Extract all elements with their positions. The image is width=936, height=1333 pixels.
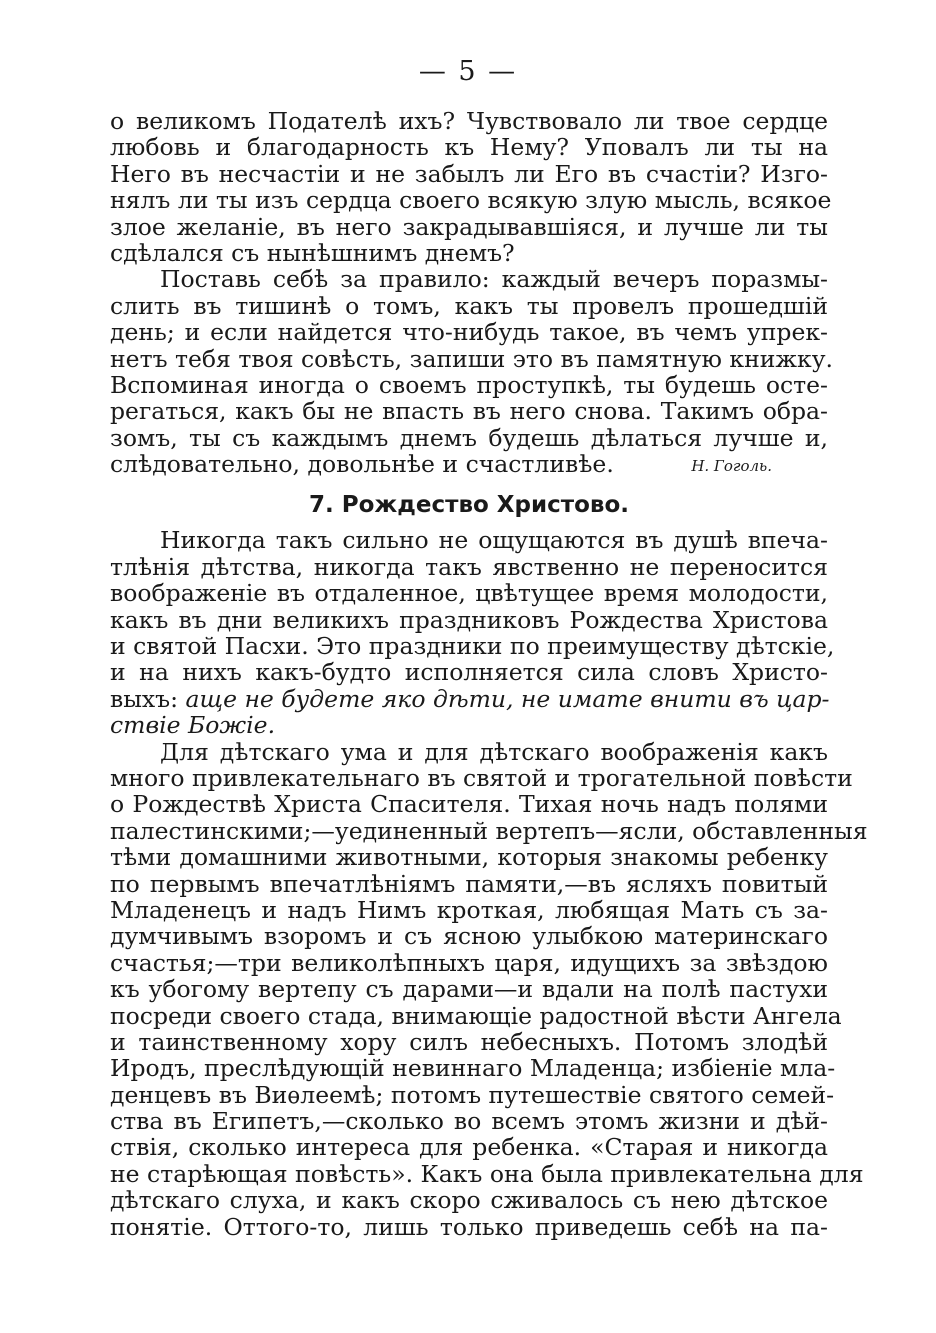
text-line: сдѣлался съ нынѣшнимъ днемъ?	[110, 238, 515, 267]
section-heading: 7. Рождество Христово.	[309, 492, 629, 519]
text-line: не старѣющая повѣсть». Какъ она была привлекательна для	[110, 1159, 864, 1188]
text-line: Него въ несчастіи и не забылъ ли Его въ счастіи? Изго-	[110, 159, 828, 188]
text-line-with-signature	[110, 451, 828, 477]
text-line: зомъ, ты съ каждымъ днемъ будешь дѣлаться лучше и,	[110, 423, 828, 452]
text-line: день; и если найдется что-нибудь такое, въ чемъ упрек-	[110, 318, 828, 347]
text-line: денцевъ въ Виѳлеемѣ; потомъ путешествіе святого семей-	[110, 1080, 835, 1109]
text-line: и на нихъ какъ-будто исполняется сила словъ Христо-	[110, 658, 828, 687]
text-line: Вспоминая иногда о своемъ проступкѣ, ты будешь осте-	[110, 370, 828, 399]
paragraph-4	[110, 737, 868, 1241]
text-line: тлѣнія дѣтства, никогда такъ явственно не переносится	[110, 552, 828, 581]
page-number: — 5 —	[418, 56, 518, 87]
text-line: любовь и благодарность къ Нему? Уповалъ ли ты на	[110, 133, 828, 162]
text-line: понятіе. Оттого-то, лишь только приведешь себѣ на па-	[110, 1212, 828, 1241]
text-line: воображеніе въ отдаленное, цвѣтущее время молодости,	[110, 579, 828, 608]
text-line: Для дѣтскаго ума и для дѣтскаго воображенія какъ	[160, 737, 828, 766]
text-line: слѣдовательно, довольнѣе и счастливѣе.	[110, 450, 614, 479]
text-line: Иродъ, преслѣдующій невиннаго Младенца; избіеніе мла-	[110, 1054, 836, 1083]
scripture-quote-end: ствіе Божіе.	[110, 711, 276, 740]
text-line: много привлекательнаго въ святой и трогательной повѣсти	[110, 763, 853, 792]
text-line: ствія, сколько интереса для ребенка. «Старая и никогда	[110, 1133, 828, 1162]
text-line: тѣми домашними животными, которыя знакомы ребенку	[110, 843, 828, 872]
author-signature: Н. Гоголь.	[691, 457, 772, 476]
text-fragment: выхъ:	[110, 684, 186, 713]
page-text	[110, 107, 868, 1241]
text-line: счастья;—три великолѣпныхъ царя, идущихъ за звѣздою	[110, 948, 828, 977]
text-line: какъ въ дни великихъ праздниковъ Рождества Христова	[110, 605, 828, 634]
text-line: регаться, какъ бы не впасть въ него снова. Такимъ обра-	[110, 397, 828, 426]
text-line: злое желаніе, въ него закрадывавшіяся, и лучше ли ты	[110, 212, 828, 241]
scripture-quote: аще не будете яко дѣти, не имате внити въ цар-	[185, 684, 830, 713]
paragraph-3	[110, 526, 835, 740]
text-line: о великомъ Подателѣ ихъ? Чувствовало ли твое сердце	[110, 107, 828, 135]
text-line: слить въ тишинѣ о томъ, какъ ты провелъ прошедшій	[110, 291, 828, 320]
text-line: Младенецъ и надъ Нимъ кроткая, любящая Мать съ за-	[110, 895, 828, 924]
text-line: и святой Пасхи. Это праздники по преимуществу дѣтскіе,	[110, 632, 835, 661]
text-line: о Рождествѣ Христа Спасителя. Тихая ночь надъ полями	[110, 790, 828, 819]
text-line: Никогда такъ сильно не ощущаются въ душѣ впеча-	[160, 526, 828, 555]
text-line: посреди своего стада, внимающіе радостной вѣсти Ангела	[110, 1001, 842, 1030]
paragraph-1	[110, 107, 832, 267]
text-line: нетъ тебя твоя совѣсть, запиши это въ памятную книжку.	[110, 344, 834, 373]
paragraph-2	[110, 265, 834, 479]
text-line: ства въ Египетъ,—сколько во всемъ этомъ жизни и дѣй-	[110, 1107, 828, 1136]
text-line: палестинскими;—уединенный вертепъ—ясли, обставленныя	[110, 816, 868, 845]
text-line: къ убогому вертепу съ дарами—и вдали на полѣ пастухи	[110, 975, 828, 1004]
text-line: нялъ ли ты изъ сердца своего всякую злую мысль, всякое	[110, 186, 832, 215]
text-line: и таинственному хору силъ небесныхъ. Потомъ злодѣй	[110, 1027, 828, 1056]
text-line: Поставь себѣ за правило: каждый вечеръ поразмы-	[160, 265, 828, 294]
text-line: дѣтскаго слуха, и какъ скоро сживалось съ нею дѣтское	[110, 1186, 828, 1215]
text-line-mixed	[110, 686, 828, 712]
text-line: думчивымъ взоромъ и съ ясною улыбкою материнскаго	[110, 922, 828, 951]
text-line: по первымъ впечатлѣніямъ памяти,—въ ясляхъ повитый	[110, 869, 828, 898]
